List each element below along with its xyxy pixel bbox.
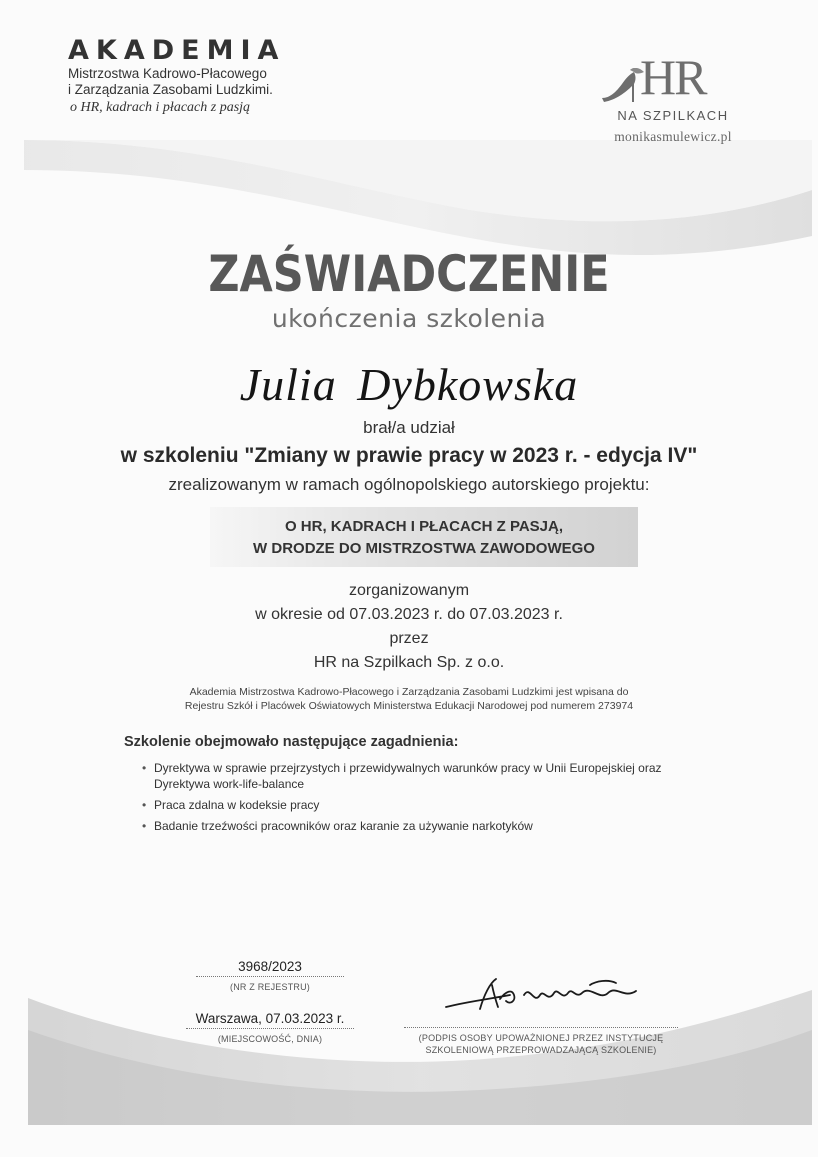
organized-text: zorganizowanym (348, 582, 470, 599)
topic-item (140, 760, 720, 792)
topic-text: Dyrektywa w sprawie przejrzystych i przewidywalnych warunków pracy w Unii Europejskiej oraz (154, 761, 662, 775)
training-title: w szkoleniu "Zmiany w prawie pracy w 2023 r. - edycja IV" (120, 444, 698, 467)
hr-logo-mark (598, 50, 748, 108)
topics-title: Szkolenie obejmowało następujące zagadnienia: (124, 734, 459, 750)
academy-title: AKADEMIA (68, 35, 286, 66)
realized-text: zrealizowanym w ramach ogólnopolskiego autorskiego projektu: (168, 475, 650, 494)
registry-note-line2: Rejestru Szkół i Placówek Oświatowych Ministerstwa Edukacji Narodowej pod numerem 273974 (184, 700, 634, 712)
academy-name-line1: Mistrzostwa Kadrowo-Płacowego (68, 66, 267, 81)
bullet-icon: • (142, 798, 147, 812)
signature-caption-line2: SZKOLENIOWĄ PRZEPROWADZAJĄCĄ SZKOLENIE) (425, 1045, 657, 1055)
project-line-1: O HR, KADRACH I PŁACACH Z PASJĄ, (284, 518, 564, 535)
hr-logo-subtitle: NA SZPILKACH (617, 108, 729, 123)
place-date-caption: (MIEJSCOWOŚĆ, DNIA) (217, 1034, 323, 1044)
bullet-icon: • (142, 761, 147, 775)
place-date-field (186, 1010, 354, 1045)
topic-item (140, 797, 720, 813)
project-line-2: W DRODZE DO MISTRZOSTWA ZAWODOWEGO (253, 540, 595, 557)
handwritten-signature (440, 965, 660, 1025)
by-text: przez (389, 630, 429, 647)
took-part-text: brał/a udział (363, 418, 455, 437)
hr-logo-url: monikasmulewicz.pl (614, 129, 732, 144)
certificate-title: ZAŚWIADCZENIE (208, 245, 610, 303)
certificate-subtitle: ukończenia szkolenia (271, 304, 547, 333)
signature-field (404, 1027, 678, 1056)
hr-logo (598, 50, 748, 145)
registry-note-line1: Akademia Mistrzostwa Kadrowo-Płacowego i Zarządzania Zasobami Ludzkimi jest wpisana do (189, 686, 629, 698)
project-banner (210, 507, 638, 567)
registry-number-caption: (NR Z REJESTRU) (230, 982, 310, 992)
place-date-line (186, 1028, 354, 1029)
registry-number-field (196, 958, 344, 993)
academy-header (68, 36, 358, 118)
registry-number: 3968/2023 (238, 959, 302, 974)
academy-motto: o HR, kadrach i płacach z pasją (70, 100, 251, 115)
participant-name: Julia Dybkowska (239, 359, 579, 410)
academy-name-line2: i Zarządzania Zasobami Ludzkimi. (68, 82, 273, 97)
signature-line (404, 1027, 678, 1028)
registry-number-line (196, 976, 344, 977)
topic-text: Praca zdalna w kodeksie pracy (154, 798, 320, 812)
organizer-name: HR na Szpilkach Sp. z o.o. (313, 654, 505, 671)
bullet-icon: • (142, 819, 147, 833)
signature-caption-line1: (PODPIS OSOBY UPOWAŻNIONEJ PRZEZ INSTYTUCJĘ (418, 1033, 664, 1043)
hr-logo-letters: HR (640, 49, 706, 105)
place-date: Warszawa, 07.03.2023 r. (195, 1011, 345, 1026)
topic-item (140, 818, 720, 834)
training-period: w okresie od 07.03.2023 r. do 07.03.2023 r. (255, 606, 563, 623)
topic-text: Badanie trzeźwości pracowników oraz karanie za używanie narkotyków (154, 819, 533, 833)
registry-note (0, 685, 818, 713)
topic-text-continued: Dyrektywa work-life-balance (154, 777, 305, 791)
topics-list (140, 760, 720, 839)
